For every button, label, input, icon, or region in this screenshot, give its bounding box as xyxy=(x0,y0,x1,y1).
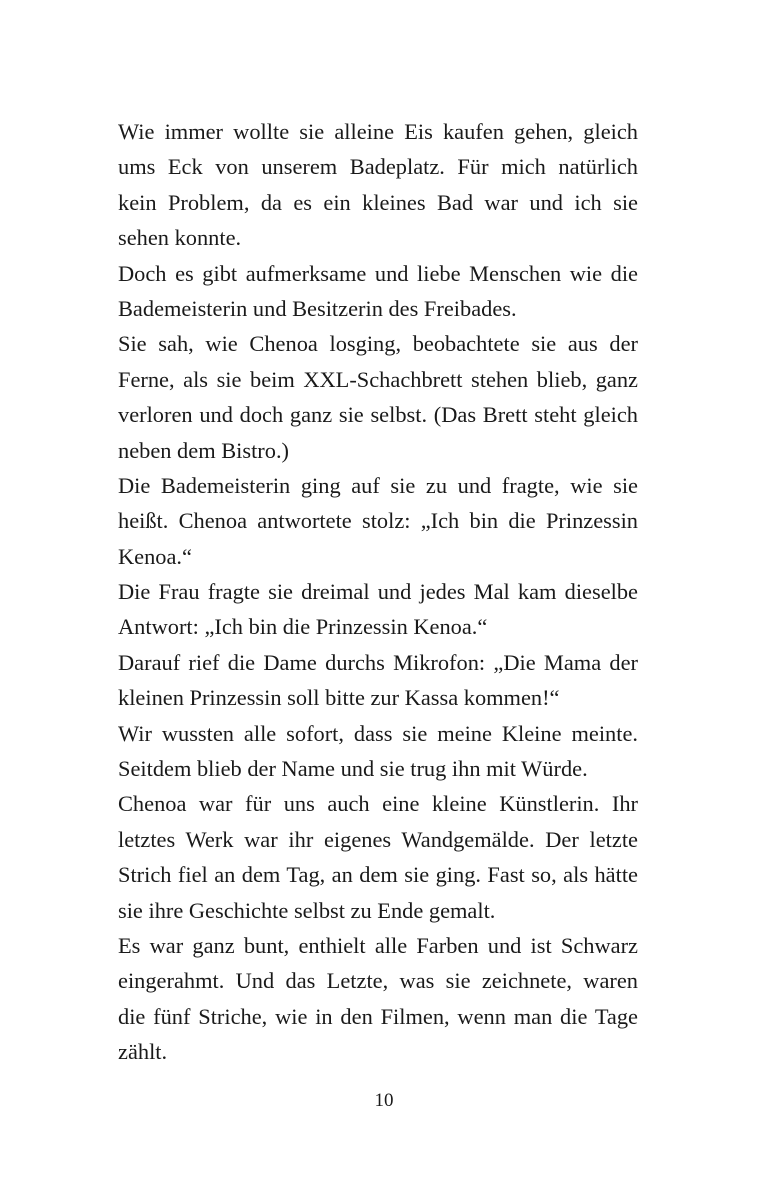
text-line: Doch es gibt aufmerksame und liebe Menschen wie die xyxy=(118,260,638,286)
text-line: verloren und doch ganz sie selbst. (Das Brett steht gleich xyxy=(118,402,638,428)
text-line: Kenoa.“ xyxy=(118,543,192,569)
text-line: Bademeisterin und Besitzerin des Freibades. xyxy=(118,295,517,321)
body-text xyxy=(118,114,638,1070)
text-line: neben dem Bistro.) xyxy=(118,437,290,463)
text-line: die fünf Striche, wie in den Filmen, wenn man die Tage xyxy=(118,1003,638,1029)
text-line: Wie immer wollte sie alleine Eis kaufen gehen, gleich xyxy=(118,119,638,144)
text-line: Die Bademeisterin ging auf sie zu und fragte, wie sie xyxy=(118,472,638,498)
text-line: Darauf rief die Dame durchs Mikrofon: „Die Mama der xyxy=(118,649,638,675)
text-line: Wir wussten alle sofort, dass sie meine Kleine meinte. xyxy=(118,720,638,746)
text-line: zählt. xyxy=(118,1039,168,1065)
text-line: kleinen Prinzessin soll bitte zur Kassa kommen!“ xyxy=(118,685,560,711)
page-number: 10 xyxy=(374,1090,394,1111)
text-line: heißt. Chenoa antwortete stolz: „Ich bin die Prinzessin xyxy=(118,508,638,534)
text-line: Die Frau fragte sie dreimal und jedes Mal kam dieselbe xyxy=(118,579,638,605)
text-line: Sie sah, wie Chenoa losging, beobachtete sie aus der xyxy=(118,331,638,357)
text-line: Seitdem blieb der Name und sie trug ihn mit Würde. xyxy=(118,756,588,782)
text-line: letztes Werk war ihr eigenes Wandgemälde. Der letzte xyxy=(118,826,638,852)
text-line: sie ihre Geschichte selbst zu Ende gemalt. xyxy=(118,897,496,923)
text-line: sehen konnte. xyxy=(118,225,242,251)
text-line: kein Problem, da es ein kleines Bad war und ich sie xyxy=(118,189,638,215)
text-line: eingerahmt. Und das Letzte, was sie zeichnete, waren xyxy=(118,968,638,994)
text-line: Strich fiel an dem Tag, an dem sie ging. Fast so, als hätte xyxy=(118,862,638,888)
text-line: Es war ganz bunt, enthielt alle Farben und ist Schwarz xyxy=(118,932,638,958)
text-line: Antwort: „Ich bin die Prinzessin Kenoa.“ xyxy=(118,614,488,640)
text-line: Ferne, als sie beim XXL-Schachbrett stehen blieb, ganz xyxy=(118,366,638,392)
text-line: ums Eck von unserem Badeplatz. Für mich natürlich xyxy=(118,154,638,180)
text-line: Chenoa war für uns auch eine kleine Künstlerin. Ihr xyxy=(118,791,638,817)
